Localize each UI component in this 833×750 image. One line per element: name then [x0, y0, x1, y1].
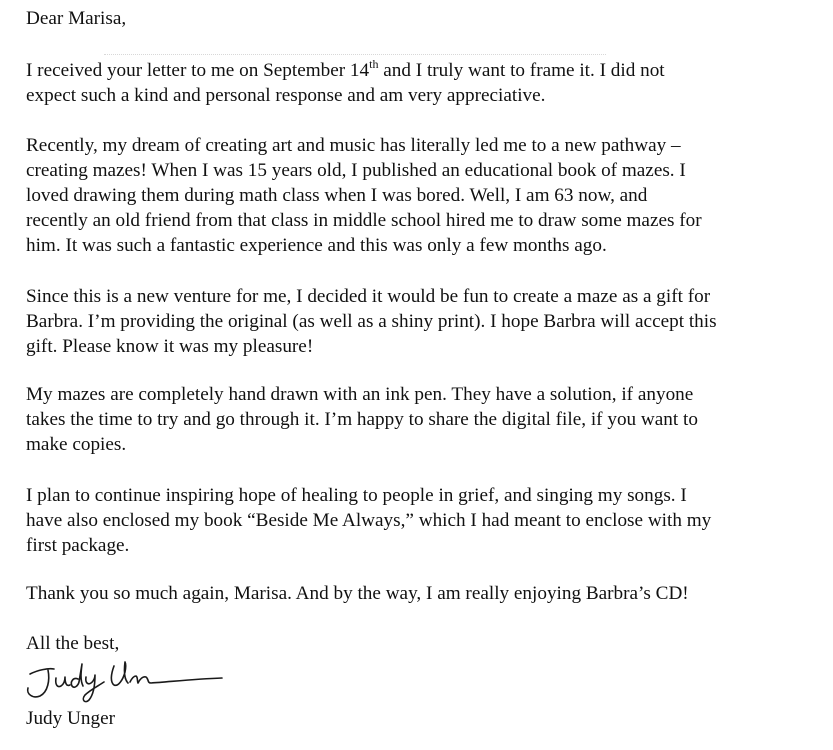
handwritten-signature: [18, 652, 228, 707]
dotted-divider: [104, 54, 606, 55]
paragraph-5-line-1: I plan to continue inspiring hope of healing to people in grief, and singing my songs. I: [26, 485, 687, 506]
signer-name: Judy Unger: [26, 708, 115, 729]
paragraph-6-line-1: Thank you so much again, Marisa. And by the way, I am really enjoying Barbra’s CD!: [26, 583, 689, 604]
paragraph-5-line-3: first package.: [26, 535, 130, 556]
paragraph-5: [26, 483, 826, 558]
greeting: Dear Marisa,: [26, 8, 127, 29]
paragraph-1-line-1-text-b: and I truly want to frame it. I did not: [378, 60, 665, 81]
paragraph-4-line-1: My mazes are completely hand drawn with an ink pen. They have a solution, if anyone: [26, 384, 694, 405]
paragraph-2-line-2: creating mazes! When I was 15 years old, I published an educational book of mazes. I: [26, 160, 686, 181]
paragraph-1-line-1: [26, 58, 826, 83]
closing: All the best,: [26, 633, 120, 654]
paragraph-5-line-2: have also enclosed my book “Beside Me Always,” which I had meant to enclose with my: [26, 510, 712, 531]
paragraph-2: [26, 133, 826, 258]
paragraph-4: [26, 382, 826, 457]
paragraph-3-line-2: Barbra. I’m providing the original (as well as a shiny print). I hope Barbra will accept this: [26, 311, 717, 332]
paragraph-2-line-3: loved drawing them during math class when I was bored. Well, I am 63 now, and: [26, 185, 648, 206]
paragraph-1-line-2: expect such a kind and personal response and am very appreciative.: [26, 85, 546, 106]
paragraph-6: [26, 581, 826, 606]
paragraph-3-line-3: gift. Please know it was my pleasure!: [26, 336, 314, 357]
paragraph-4-line-2: takes the time to try and go through it. I’m happy to share the digital file, if you want to: [26, 409, 698, 430]
paragraph-3: [26, 284, 826, 359]
paragraph-2-line-1: Recently, my dream of creating art and music has literally led me to a new pathway –: [26, 135, 681, 156]
paragraph-4-line-3: make copies.: [26, 434, 127, 455]
paragraph-2-line-5: him. It was such a fantastic experience and this was only a few months ago.: [26, 235, 607, 256]
paragraph-3-line-1: Since this is a new venture for me, I decided it would be fun to create a maze as a gift for: [26, 286, 711, 307]
paragraph-1: [26, 58, 826, 108]
ordinal-suffix: th: [369, 57, 379, 71]
paragraph-1-line-1-text-a: I received your letter to me on September 14: [26, 60, 370, 81]
paragraph-2-line-4: recently an old friend from that class in middle school hired me to draw some mazes for: [26, 210, 702, 231]
